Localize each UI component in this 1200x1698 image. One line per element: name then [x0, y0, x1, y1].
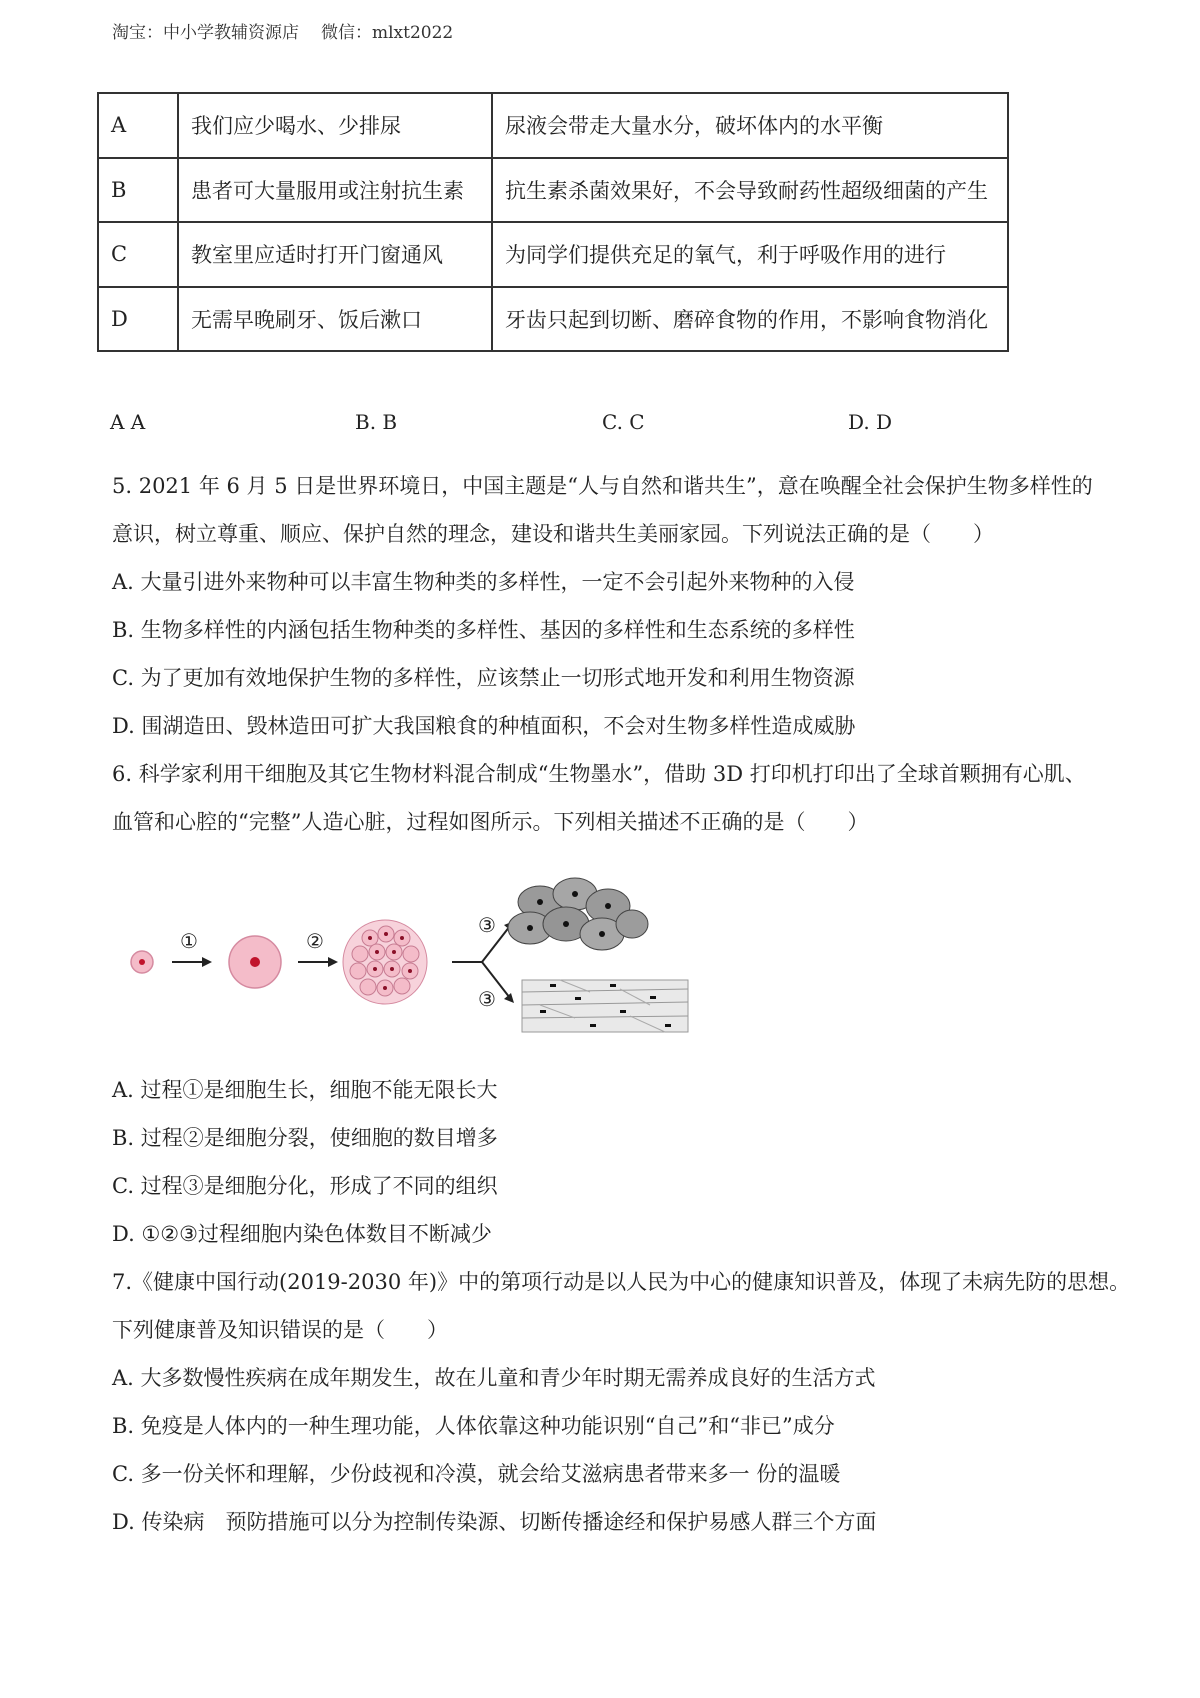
row-letter: B [98, 158, 178, 223]
table-row [98, 158, 1008, 223]
q5-stem-line2: 意识，树立尊重、顺应、保护自然的理念，建设和谐共生美丽家园。下列说法正确的是（ ） [112, 522, 994, 546]
label-process-2: ② [306, 929, 324, 953]
q4-option-table [97, 92, 1009, 352]
label-process-1: ① [180, 929, 198, 953]
q6-option-c: C. 过程③是细胞分化，形成了不同的组织 [112, 1174, 498, 1198]
row-letter: D [98, 287, 178, 352]
q7-option-a: A. 大多数慢性疾病在成年期发生，故在儿童和青少年时期无需养成良好的生活方式 [112, 1366, 876, 1390]
row-action: 我们应少喝水、少排尿 [178, 93, 492, 158]
q5-option-d: D. 围湖造田、毁林造田可扩大我国粮食的种植面积，不会对生物多样性造成威胁 [112, 714, 856, 738]
choice-b: B. B [355, 410, 398, 434]
q5-option-b: B. 生物多样性的内涵包括生物种类的多样性、基因的多样性和生态系统的多样性 [112, 618, 855, 642]
q6-option-d: D. ①②③过程细胞内染色体数目不断减少 [112, 1222, 492, 1246]
row-reason: 尿液会带走大量水分，破坏体内的水平衡 [492, 93, 1008, 158]
header-wechat: 微信：mlxt2022 [321, 23, 454, 43]
cell-cluster [343, 920, 427, 1004]
choice-c: C. C [602, 410, 645, 434]
row-letter: C [98, 222, 178, 287]
q6-option-b: B. 过程②是细胞分裂，使细胞的数目增多 [112, 1126, 498, 1150]
row-action: 无需早晚刷牙、饭后漱口 [178, 287, 492, 352]
page-header [112, 18, 453, 43]
row-action: 教室里应适时打开门窗通风 [178, 222, 492, 287]
row-reason: 牙齿只起到切断、磨碎食物的作用，不影响食物消化 [492, 287, 1008, 352]
q7-option-d: D. 传染病 预防措施可以分为控制传染源、切断传播途经和保护易感人群三个方面 [112, 1510, 877, 1534]
choice-a: A A [110, 410, 146, 434]
q7-option-c: C. 多一份关怀和理解，少份歧视和冷漠，就会给艾滋病患者带来多一 份的温暖 [112, 1462, 841, 1486]
row-reason: 为同学们提供充足的氧气，利于呼吸作用的进行 [492, 222, 1008, 287]
muscle-tissue [522, 980, 688, 1032]
q5-option-c: C. 为了更加有效地保护生物的多样性，应该禁止一切形式地开发和利用生物资源 [112, 666, 855, 690]
table-row [98, 222, 1008, 287]
label-process-3b: ③ [478, 987, 496, 1011]
q5-stem-line1: 5. 2021 年 6 月 5 日是世界环境日，中国主题是“人与自然和谐共生”，意在唤醒全社会保护生物多样性的 [112, 474, 1093, 498]
row-reason: 抗生素杀菌效果好，不会导致耐药性超级细菌的产生 [492, 158, 1008, 223]
row-letter: A [98, 93, 178, 158]
q7-stem-line1: 7.《健康中国行动(2019-2030 年)》中的第项行动是以人民为中心的健康知识普及，体现了未病先防的思想。 [112, 1270, 1131, 1294]
q7-stem-line2: 下列健康普及知识错误的是（ ） [112, 1318, 448, 1342]
q6-stem-line1: 6. 科学家利用干细胞及其它生物材料混合制成“生物墨水”，借助 3D 打印机打印出了全球首颗拥有心肌、 [112, 762, 1086, 786]
q6-option-a: A. 过程①是细胞生长，细胞不能无限长大 [112, 1078, 498, 1102]
q6-stem-line2: 血管和心腔的“完整”人造心脏，过程如图所示。下列相关描述不正确的是（ ） [112, 810, 869, 834]
row-action: 患者可大量服用或注射抗生素 [178, 158, 492, 223]
header-shop: 淘宝：中小学教辅资源店 [112, 23, 299, 43]
cell-process-figure [120, 868, 700, 1038]
table-row [98, 93, 1008, 158]
q4-choices [0, 410, 1200, 440]
table-row [98, 287, 1008, 352]
label-process-3a: ③ [478, 913, 496, 937]
q7-option-b: B. 免疫是人体内的一种生理功能，人体依靠这种功能识别“自己”和“非已”成分 [112, 1414, 835, 1438]
choice-d: D. D [848, 410, 893, 434]
epithelial-tissue [508, 878, 648, 950]
q5-option-a: A. 大量引进外来物种可以丰富生物种类的多样性，一定不会引起外来物种的入侵 [112, 570, 855, 594]
